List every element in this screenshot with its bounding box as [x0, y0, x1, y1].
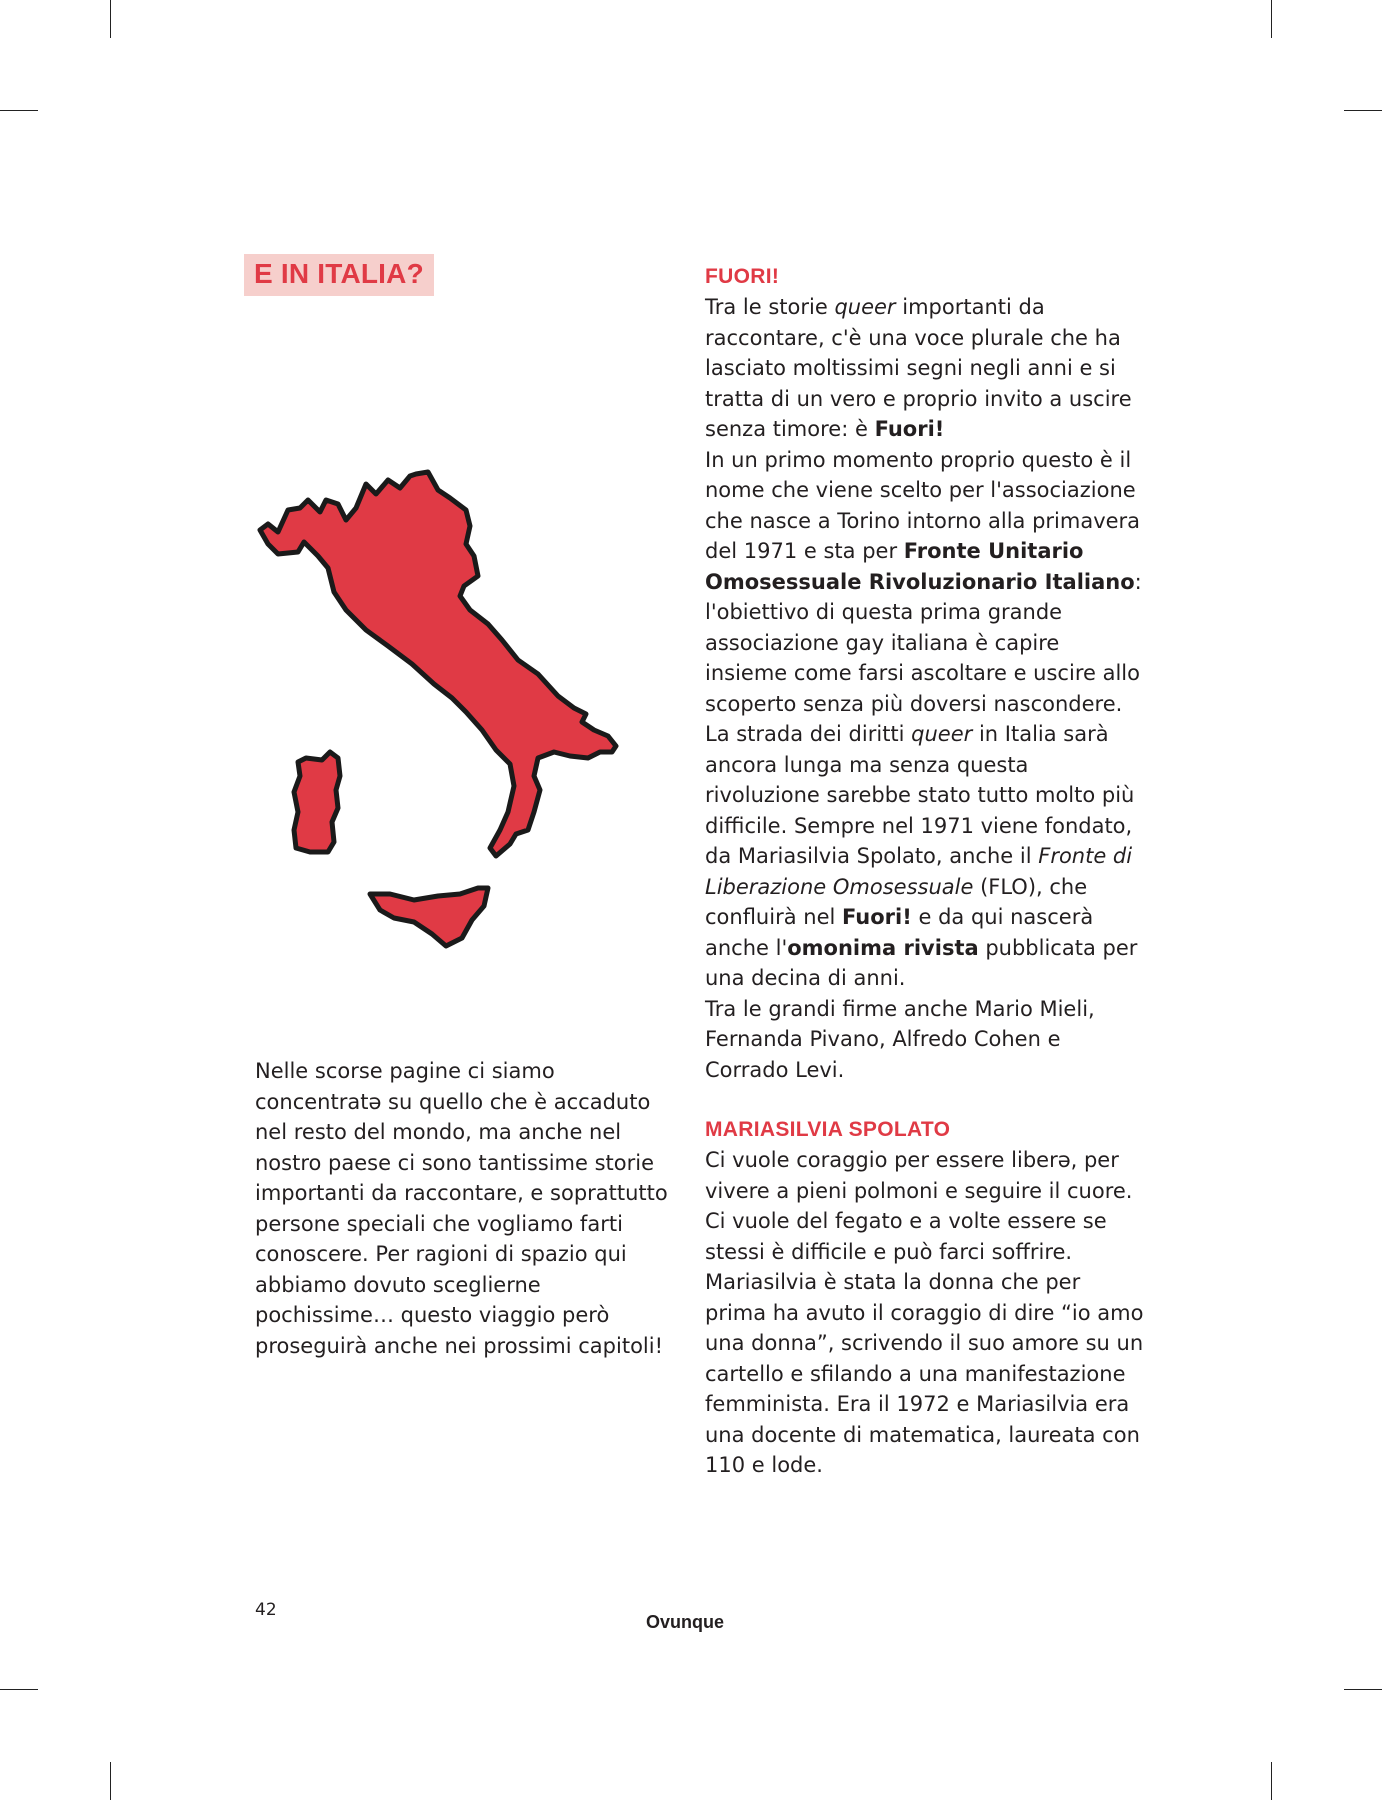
crop-mark: [1344, 110, 1382, 111]
spolato-paragraph: Ci vuole coraggio per essere liberə, per vivere a pieni polmoni e seguire il cuore. Ci vuole del fegato e a volte essere se stessi è difficile e può farci soffrire. Mariasilvia è stata la donna che per prima ha avuto il coraggio di dire “io amo una donna”, scrivendo il suo amore su un cartello e sfilando a una manifestazione femminista. Era il 1972 e Mariasilvia era una docente di matematica, laureata con 110 e lode.: [705, 1148, 1144, 1477]
spolato-heading: MARIASILVIA SPOLATO: [705, 1118, 951, 1141]
section-heading: E IN ITALIA?: [244, 254, 434, 296]
crop-mark: [110, 1762, 111, 1800]
crop-mark: [0, 110, 38, 111]
text: importanti da raccontare, c'è una voce plurale che ha lasciato moltissimi segni negli anni e si tratta di un vero e proprio invito a uscire senza timore: è: [705, 295, 1132, 441]
fuori-heading: FUORI!: [705, 265, 780, 288]
queer-italic: queer: [834, 295, 896, 319]
crop-mark: [110, 0, 111, 38]
queer-italic: queer: [911, 722, 973, 746]
rivista-bold: omonima rivista: [787, 935, 979, 960]
text: pubblicata per una decina di anni.: [705, 935, 1138, 990]
fuori-paragraph-3: Tra le grandi firme anche Mario Mieli, Fernanda Pivano, Alfredo Cohen e Corrado Levi.: [705, 996, 1095, 1082]
text: (FLO), che confluirà nel: [705, 874, 1088, 929]
text: in Italia sarà ancora lunga ma senza questa rivoluzione sarebbe stato tutto molto più difficile. Sempre nel 1971 viene fondato, da Mariasilvia Spolato, anche il: [705, 722, 1135, 868]
page-number: 42: [255, 1600, 277, 1620]
text: In un primo momento proprio questo è il nome che viene scelto per l'associazione che nasce a Torino intorno alla primavera del 1971 e sta per: [705, 447, 1141, 563]
text: Tra le storie: [705, 295, 835, 319]
flo-italic: Fronte di Liberazione Omosessuale: [705, 844, 1133, 899]
fuori-bold: Fuori!: [842, 905, 912, 929]
book-title-footer: Ovunque: [645, 1612, 724, 1632]
text: : l'obiettivo di questa prima grande associazione gay italiana è capire insieme come farsi ascoltare e uscire allo scoperto senza più doversi nascondere. La strada dei diritti: [705, 569, 1142, 746]
crop-mark: [0, 1689, 38, 1690]
spacer: [705, 1085, 1145, 1115]
sardinia-island: [294, 752, 340, 852]
right-column: [705, 262, 1145, 1481]
sicily-island: [370, 888, 488, 946]
crop-mark: [1344, 1689, 1382, 1690]
fuori-paragraph-1: [705, 292, 1145, 445]
italy-map-illustration: [238, 460, 668, 960]
crop-mark: [1271, 1762, 1272, 1800]
fuori-bold: Fuori!: [874, 417, 945, 441]
fuori-acronym-bold: Fronte Unitario Omosessuale Rivoluzionario Italiano: [705, 539, 1135, 594]
fuori-paragraph-2: [705, 445, 1145, 994]
crop-mark: [1271, 0, 1272, 38]
text: e da qui nascerà anche l': [705, 905, 1094, 960]
intro-paragraph: Nelle scorse pagine ci siamo concentratə su quello che è accaduto nel resto del mondo, ma anche nel nostro paese ci sono tantissime storie importanti da raccontare, e soprattutto persone speciali che vogliamo farti conoscere. Per ragioni di spazio qui abbiamo dovuto sceglierne pochissime… questo viaggio però proseguirà anche nei prossimi capitoli!: [255, 1059, 668, 1358]
